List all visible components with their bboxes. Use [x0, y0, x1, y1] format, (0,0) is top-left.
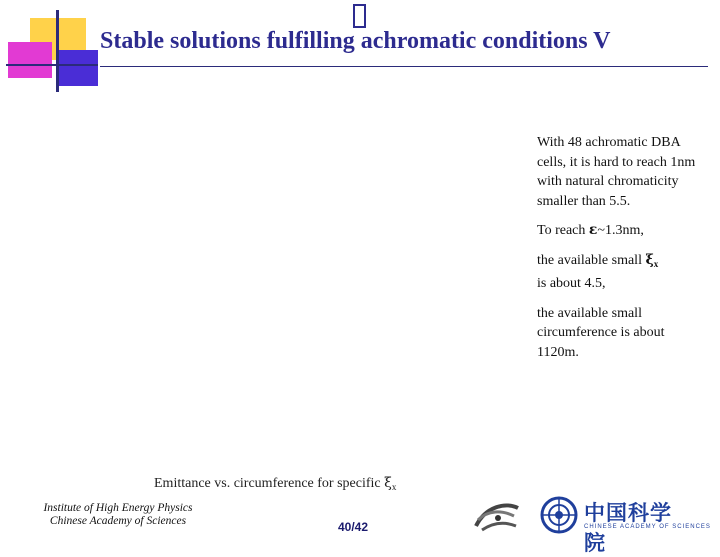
decor-blue-square: [58, 50, 98, 86]
para2-prefix: To reach: [537, 223, 589, 238]
missing-glyph-icon: [353, 4, 366, 28]
body-paragraph-2: [537, 221, 707, 241]
epsilon-symbol: ε: [588, 222, 598, 238]
figure-caption: [154, 475, 396, 492]
title-underline: [100, 66, 708, 67]
para3-suffix: is about 4.5,: [537, 276, 606, 291]
ihep-logo-icon: [472, 496, 522, 534]
body-paragraph-1: With 48 achromatic DBA cells, it is hard to reach 1nm with natural chromaticity smaller than 5.5.: [537, 135, 696, 209]
decor-vertical-line: [56, 10, 59, 92]
para3-prefix: the available small: [537, 252, 646, 268]
xi-subscript: x: [653, 258, 659, 269]
slide-body-text: [537, 133, 707, 372]
cas-logo-text: 中国科学院: [584, 501, 672, 555]
caption-text: Emittance vs. circumference for specific: [154, 476, 385, 491]
slide-title: Stable solutions fulfilling achromatic conditions V: [100, 28, 611, 54]
institute-name: [28, 502, 208, 528]
cas-logo-subtext: CHINESE ACADEMY OF SCIENCES: [584, 524, 711, 530]
cas-emblem-icon: [540, 496, 578, 534]
institute-line-2: Chinese Academy of Sciences: [49, 515, 187, 527]
decor-horizontal-line: [6, 64, 98, 66]
decor-pink-square: [8, 42, 52, 78]
page-number: 40/42: [338, 520, 369, 534]
body-paragraph-3: [537, 251, 707, 294]
caption-xi-symbol: ξ: [384, 475, 392, 491]
institute-line-1: Institute of High Energy Physics: [43, 502, 193, 514]
para2-suffix: ~1.3nm,: [597, 223, 644, 238]
body-paragraph-4: the available small circumference is about 1120m.: [537, 305, 665, 360]
caption-xi-subscript: x: [391, 482, 397, 492]
xi-symbol: ξ: [645, 251, 654, 268]
